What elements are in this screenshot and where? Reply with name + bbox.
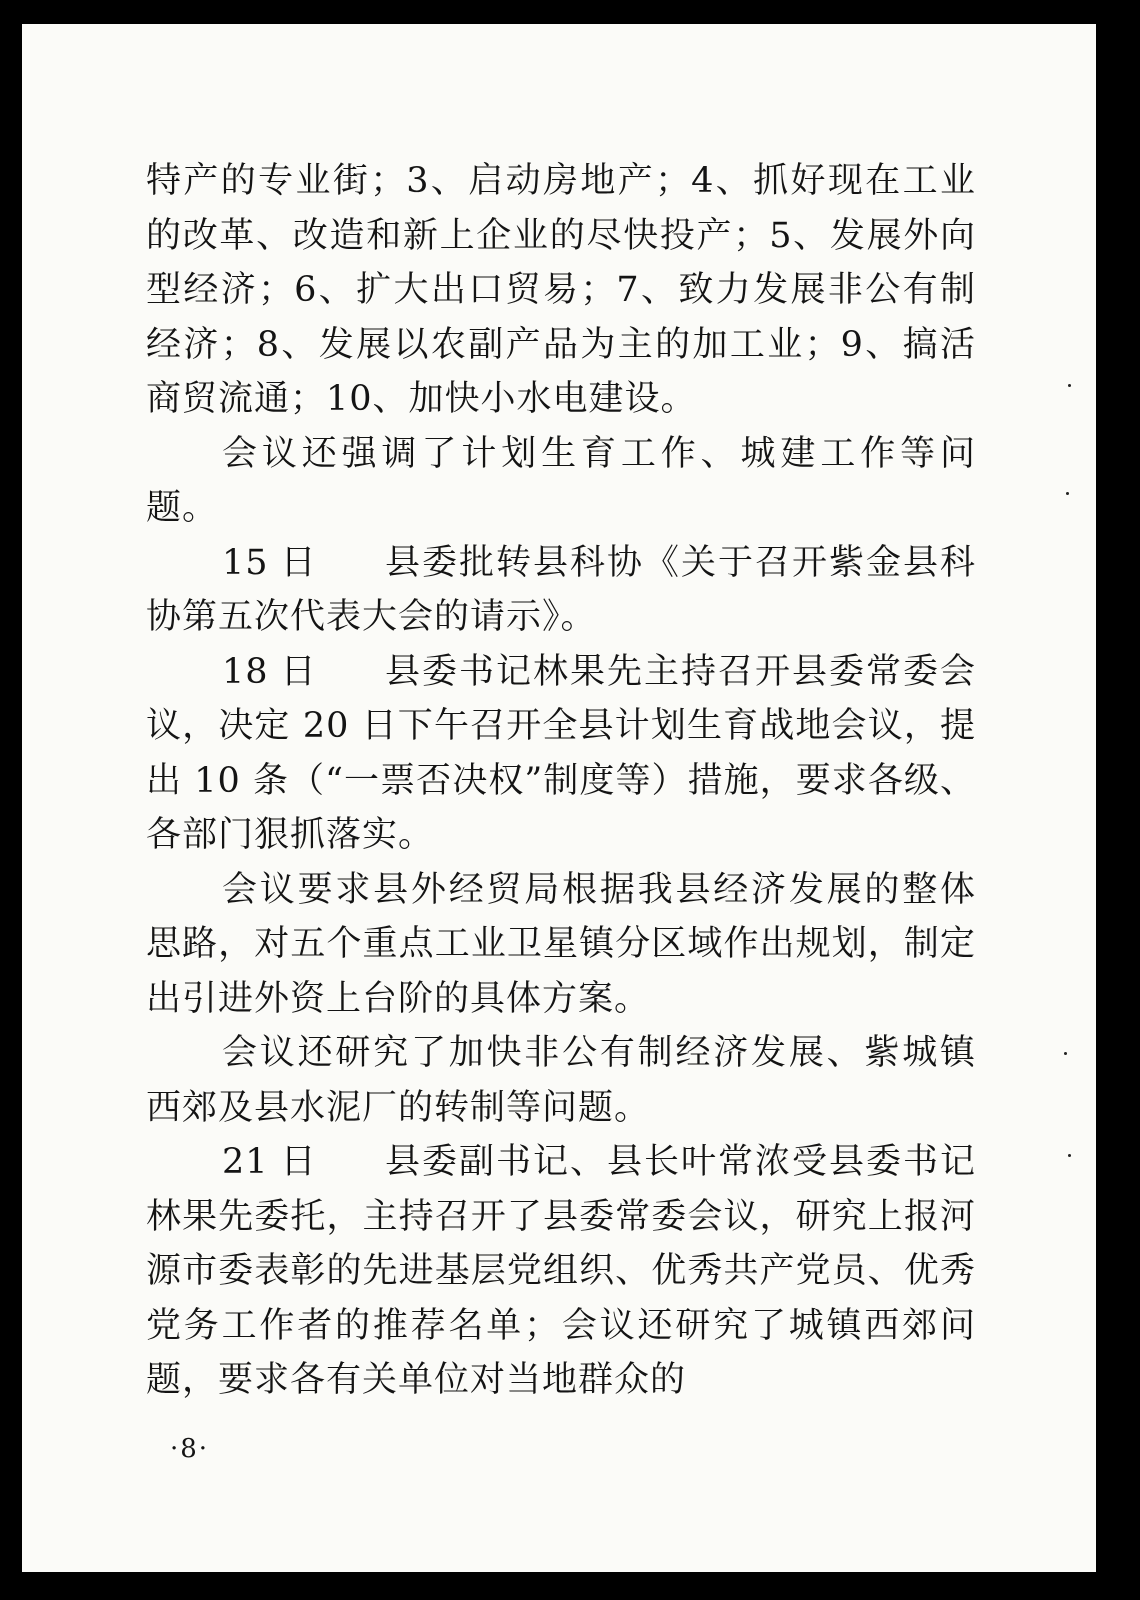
- paragraph-1: [146, 154, 976, 427]
- paragraph-text: 县委副书记、县长叶常浓受县委书记林果先委托，主持召开了县委常委会议，研究上报河源市委表彰的先进基层党组织、优秀共产党员、优秀党务工作者的推荐名单；会议还研究了城镇西郊问题，要求各有关单位对当地群众的: [146, 1142, 976, 1400]
- paragraph-2: [146, 427, 976, 536]
- entry-date: 21 日: [222, 1142, 317, 1182]
- paragraph-4: [146, 645, 976, 863]
- paragraph-6: [146, 1026, 976, 1135]
- scan-speck: [1066, 492, 1069, 495]
- scan-speck: [1064, 1052, 1067, 1055]
- paragraph-3: [146, 536, 976, 645]
- entry-date: 15 日: [222, 542, 317, 583]
- scan-speck: [1068, 1154, 1071, 1157]
- paragraph-text: 特产的专业街；3、启动房地产；4、抓好现在工业的改革、改造和新上企业的尽快投产；5、发展外向型经济；6、扩大出口贸易；7、致力发展非公有制经济；8、发展以农副产品为主的加工业；9、搞活商贸流通；10、加快小水电建设。: [146, 161, 976, 419]
- paragraph-text: 会议要求县外经贸局根据我县经济发展的整体思路，对五个重点工业卫星镇分区域作出规划，制定出引进外资上台阶的具体方案。: [146, 869, 976, 1019]
- paragraph-text: 会议还强调了计划生育工作、城建工作等问题。: [146, 433, 976, 528]
- scan-speck: [1068, 384, 1071, 387]
- paragraph-text: 县委批转县科协《关于召开紫金县科协第五次代表大会的请示》。: [146, 542, 976, 637]
- page-number: ·8·: [170, 1434, 210, 1464]
- paragraph-text: 县委书记林果先主持召开县委常委会议，决定 20 日下午召开全县计划生育战地会议，提出 10 条（“一票否决权”制度等）措施，要求各级、各部门狠抓落实。: [146, 651, 976, 855]
- paragraph-5: [146, 863, 976, 1027]
- body-text: [146, 154, 976, 1408]
- entry-date: 18 日: [222, 651, 317, 692]
- paragraph-text: 会议还研究了加快非公有制经济发展、紫城镇西郊及县水泥厂的转制等问题。: [146, 1033, 976, 1128]
- document-page: [22, 24, 1096, 1572]
- paragraph-7: [146, 1135, 976, 1408]
